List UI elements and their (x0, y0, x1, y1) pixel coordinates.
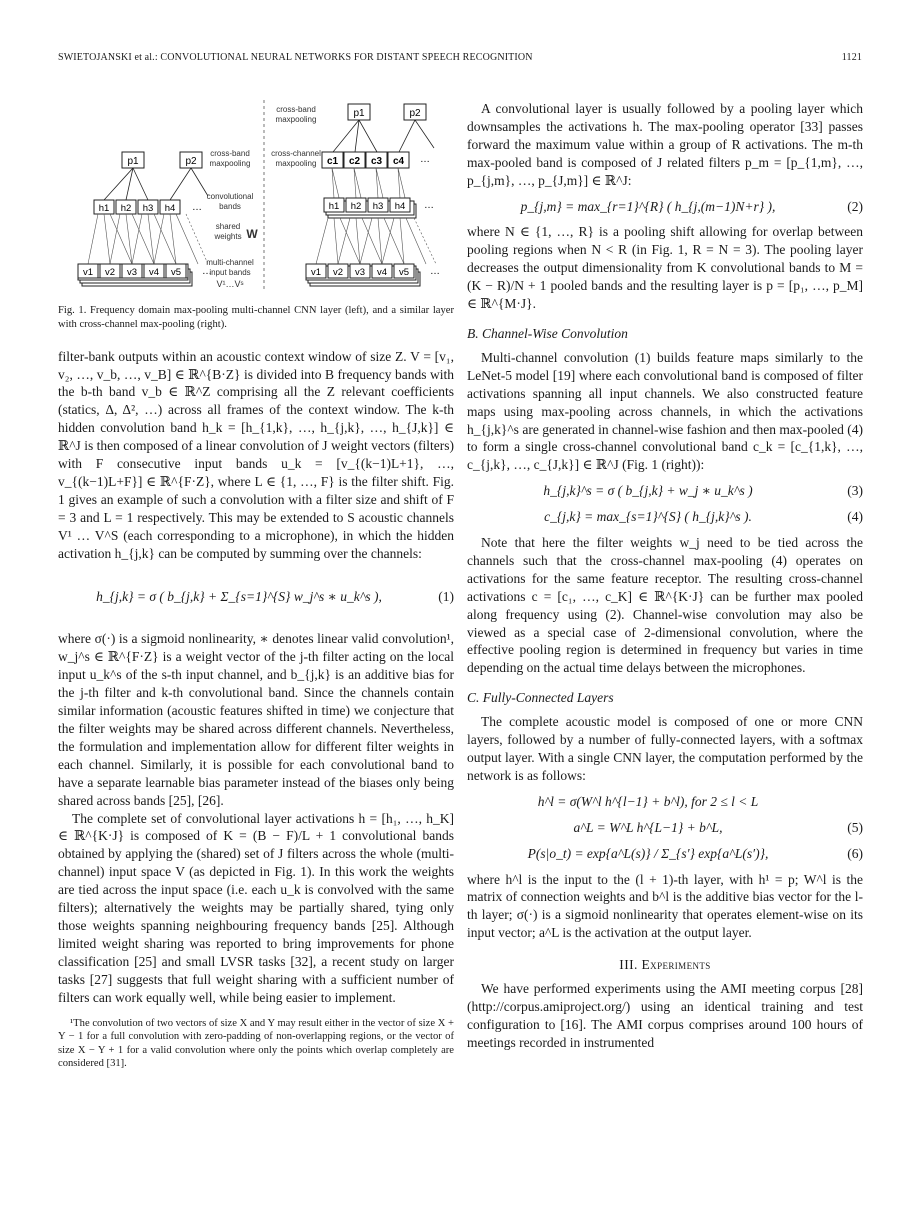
equation-2-expr: p_{j,m} = max_{r=1}^{R} ( h_{j,(m−1)N+r} ), (520, 198, 776, 214)
right-cc-links (332, 168, 406, 202)
right-input-5: v5 (398, 267, 410, 278)
right-input-dots: … (430, 266, 440, 277)
right-hidden-2: h2 (350, 201, 362, 212)
right-paragraph-2: where N ∈ {1, …, R} is a pooling shift allowing for overlap between pooling regions when N < R (in Fig. 1, R = N = 3). The pooling layer decreases the output dimensionality from K convolutional bands to M = (K − R)/N + 1 pooled bands and the resulting layer is p = [p₁, …, p_M] ∈ ℝ^{M·J}. (467, 224, 863, 312)
section-iii-heading: III. Experiments (619, 957, 711, 973)
equation-1 (58, 570, 454, 622)
right-input-1: v1 (310, 267, 322, 278)
equation-3-expr: h_{j,k}^s = σ ( b_{j,k} + w_j ∗ u_k^s ) (543, 483, 753, 499)
left-input-stack (78, 264, 212, 286)
section-b-heading: B. Channel-Wise Convolution (467, 325, 628, 341)
left-input-dots: … (202, 266, 212, 277)
equation-1-expr: h_{j,k} = σ ( b_{j,k} + Σ_{s=1}^{S} w_j^s ∗ u_k^s ), (96, 588, 382, 604)
equation-5b (467, 819, 863, 837)
label-bands: bands (219, 202, 241, 211)
equation-3 (467, 482, 863, 500)
right-paragraph-3: Multi-channel convolution (1) builds feature maps similarly to the LeNet-5 model [19] where each convolutional band is composed of filter activations spanning all input channels. We also constructed feature maps using max-pooling across channels, in which the activations h_{j,k}^s are generated in channel-wise fashion and then max-pooled (4) to form a single cross-channel convolutional band c_k = [c_{1,k}, …, c_{j,k}, …, c_{J,k}] ∈ ℝ^J (Fig. 1 (right)): (467, 349, 863, 473)
equation-6 (467, 845, 863, 863)
section-c-heading: C. Fully-Connected Layers (467, 690, 614, 706)
right-paragraph-1: A convolutional layer is usually followed by a pooling layer which downsamples the activations h. The max-pooling operator [33] passes forward the maximum value within a group of R activations. The m-th max-pooled band is composed of J related filters p_m = [p_{1,m}, …, p_{j,m}, …, p_{J,m}] ∈ ℝ^J: (467, 101, 863, 188)
running-head-title: SWIETOJANSKI et al.: CONVOLUTIONAL NEURAL NETWORKS FOR DISTANT SPEECH RECOGNITION (58, 52, 533, 63)
left-paragraph-1: filter-bank outputs within an acoustic context window of size Z. V = [v₁, v₂, …, v_b, …, v_B] ∈ ℝ^{B·Z} is divided into B frequency bands with the b-th band v_b ∈ ℝ^Z comprising all the Z relevant coefficients (statics, Δ, Δ², …) across all frames of the context window. The k-th hidden convolution band h_k = [h_{1,k}, …, h_{j,k}, …, h_{J,k}] ∈ ℝ^J is then composed of a linear convolution of J weight vectors (filters) with F consecutive input bands u_k = [v_{(k−1)L+1}, …, v_{(k−1)L+F}] ∈ ℝ^{F·Z}, where L ∈ {1, …, F} is the filter shift. Fig. 1 gives an example of such a convolution with a filter size and shift of F = 3 and L = 1 respectively. This may be extended to S acoustic channels V¹ … V^S (each corresponding to a microphone), in which the hidden activation h_{j,k} can be computed by summing over the channels: (58, 348, 454, 561)
left-input-2: v2 (104, 267, 116, 278)
equation-5-number: (5) (847, 819, 863, 835)
label-convolutional: convolutional (206, 192, 254, 201)
left-hidden-bands (94, 200, 202, 214)
equation-1-number: (1) (438, 588, 454, 604)
page-number: 1121 (841, 52, 862, 63)
right-input-2: v2 (332, 267, 344, 278)
left-paragraph-2: where σ(·) is a sigmoid nonlinearity, ∗ denotes linear valid convolution¹, w_j^s ∈ ℝ^{F·Z} is a weight vector of the j-th filter acting on the local input u_k^s of the s-th input channel, and b_{j,k} is an additive bias for the j-th filter and k-th convolutional band. Since the channels contain similar information (acoustic features shifted in time) we conjecture that the filter weights may be shared across different channels. Nevertheless, the formulation and implementation allow for different filter weights in each channel. Similarly, it is possible for each convolutional band to have a separate learnable bias parameter instead of the biases only being shared across bands [25], [26]. (58, 631, 454, 808)
left-input-3: v3 (126, 267, 138, 278)
label-maxpooling-cc: maxpooling (275, 159, 317, 168)
right-conv-links (316, 218, 436, 264)
equation-3-number: (3) (847, 483, 863, 499)
equation-2-number: (2) (847, 198, 863, 214)
equation-6-expr: P(s|o_t) = exp{a^L(s)} / Σ_{s′} exp{a^L(s′)}, (527, 845, 769, 861)
right-hidden-1: h1 (328, 201, 340, 212)
left-pool-label-2: p2 (185, 156, 197, 167)
left-input-4: v4 (148, 267, 160, 278)
right-hidden-4: h4 (394, 201, 406, 212)
right-cc-1: c1 (326, 156, 339, 167)
right-hidden-3: h3 (372, 201, 384, 212)
equation-5a (467, 793, 863, 811)
label-weights: weights (214, 232, 242, 241)
left-conv-links (88, 214, 208, 264)
left-column (58, 96, 454, 1071)
label-V-range: V¹…Vˢ (216, 279, 244, 289)
label-maxpooling-top: maxpooling (275, 115, 317, 124)
equation-2 (467, 198, 863, 216)
right-input-3: v3 (354, 267, 366, 278)
right-paragraph-4: Note that here the filter weights w_j need to be tied across the channels such that the cross-channel max-pooling (4) operates on activations for the same feature receptor. The resulting cross-channel activations c = [c₁, …, c_K] ∈ ℝ^{K·J} can be further max pooled along frequency using (2). Channel-wise convolution may also be viewed as a special case of 2-dimensional convolution, where the effective pooling region is determined in frequency but varies in time depending on the actual time delays between the microphones. (467, 535, 863, 676)
left-hidden-4: h4 (164, 203, 176, 214)
left-pool-label-1: p1 (127, 156, 139, 167)
label-multi-channel: multi-channel (206, 258, 254, 267)
right-hidden-stack (324, 198, 434, 218)
left-input-1: v1 (82, 267, 94, 278)
label-input-bands: input bands (209, 268, 251, 277)
equation-5a-expr: h^l = σ(W^l h^{l−1} + b^l), for 2 ≤ l < L (537, 793, 759, 809)
right-hidden-dots: … (424, 200, 434, 211)
left-pool-links (104, 168, 208, 200)
left-hidden-1: h1 (98, 203, 110, 214)
right-cc-dots: … (420, 154, 430, 165)
label-maxpooling-mid: maxpooling (209, 159, 251, 168)
figure-1 (58, 96, 454, 296)
right-paragraph-7: We have performed experiments using the AMI meeting corpus [28] (http://corpus.amiproject.org/) using an identical training and test configuration to [16]. The AMI corpus comprises around 100 hours of meetings recorded in instrumented (467, 981, 863, 1050)
right-cc-3: c3 (370, 156, 383, 167)
right-cc-4: c4 (392, 156, 405, 167)
right-column (467, 100, 863, 1052)
right-cc-bands (322, 152, 430, 168)
footnote-1: ¹The convolution of two vectors of size X and Y may result either in the vector of size X + Y − 1 for a full convolution with zero-padding of non-overlapping regions, or the vector of size X − Y + 1 for a valid convolution where only the points which overlap completely are considered [31]. (58, 1017, 454, 1070)
figure-caption: Fig. 1. Frequency domain max-pooling multi-channel CNN layer (left), and a similar layer with cross-channel max-pooling (right). (58, 305, 454, 330)
left-hidden-dots: … (192, 202, 202, 213)
label-W: W (246, 227, 258, 241)
label-shared: shared (215, 222, 241, 231)
right-pool-label-2: p2 (409, 108, 421, 119)
left-input-5: v5 (170, 267, 182, 278)
right-input-stack (306, 264, 440, 286)
left-hidden-2: h2 (120, 203, 132, 214)
equation-4 (467, 508, 863, 526)
equation-5b-expr: a^L = W^L h^{L−1} + b^L, (573, 819, 723, 835)
label-cross-band-top: cross-band (276, 105, 316, 114)
right-paragraph-5: The complete acoustic model is composed of one or more CNN layers, followed by a number of fully-connected layers, with a softmax output layer. With a single CNN layer, the computation performed by the network is as follows: (467, 714, 863, 783)
left-hidden-3: h3 (142, 203, 154, 214)
equation-4-number: (4) (847, 509, 863, 525)
equation-6-number: (6) (847, 845, 863, 861)
right-cc-2: c2 (348, 156, 361, 167)
right-paragraph-6: where h^l is the input to the (l + 1)-th layer, with h¹ = p; W^l is the matrix of connection weights and b^l is the additive bias vector for the l-th layer; σ(·) is a sigmoid nonlinearity that operates element-wise on its input vector; a^L is the activation at the output layer. (467, 871, 863, 941)
equation-4-expr: c_{j,k} = max_{s=1}^{S} ( h_{j,k}^s ). (544, 509, 752, 525)
label-cross-band-mid: cross-band (210, 149, 250, 158)
left-paragraph-3: The complete set of convolutional layer activations h = [h₁, …, h_K] ∈ ℝ^{K·J} is composed of K = (B − F)/L + 1 convolutional bands obtained by applying the (shared) set of J filters across the whole (multi-channel) input space V (as depicted in Fig. 1). In this work the weights are tied across the input space (i.e. each u_k is convolved with the same filters); alternatively the weights may be partially shared, tying only those weights spanning neighbouring frequency bands [25]. Although limited weight sharing was reported to bring improvements for phone classification [25] and small LVSR tasks [32], a recent study on larger tasks [27] suggests that full weight sharing with a sufficient number of filters can work equally well, while being easier to implement. (58, 810, 454, 1005)
running-head (58, 52, 862, 68)
right-input-4: v4 (376, 267, 388, 278)
right-pool-links (333, 120, 434, 152)
right-pool-label-1: p1 (353, 108, 365, 119)
label-cross-channel: cross-channel (271, 149, 321, 158)
figure-1-diagram (58, 96, 454, 296)
